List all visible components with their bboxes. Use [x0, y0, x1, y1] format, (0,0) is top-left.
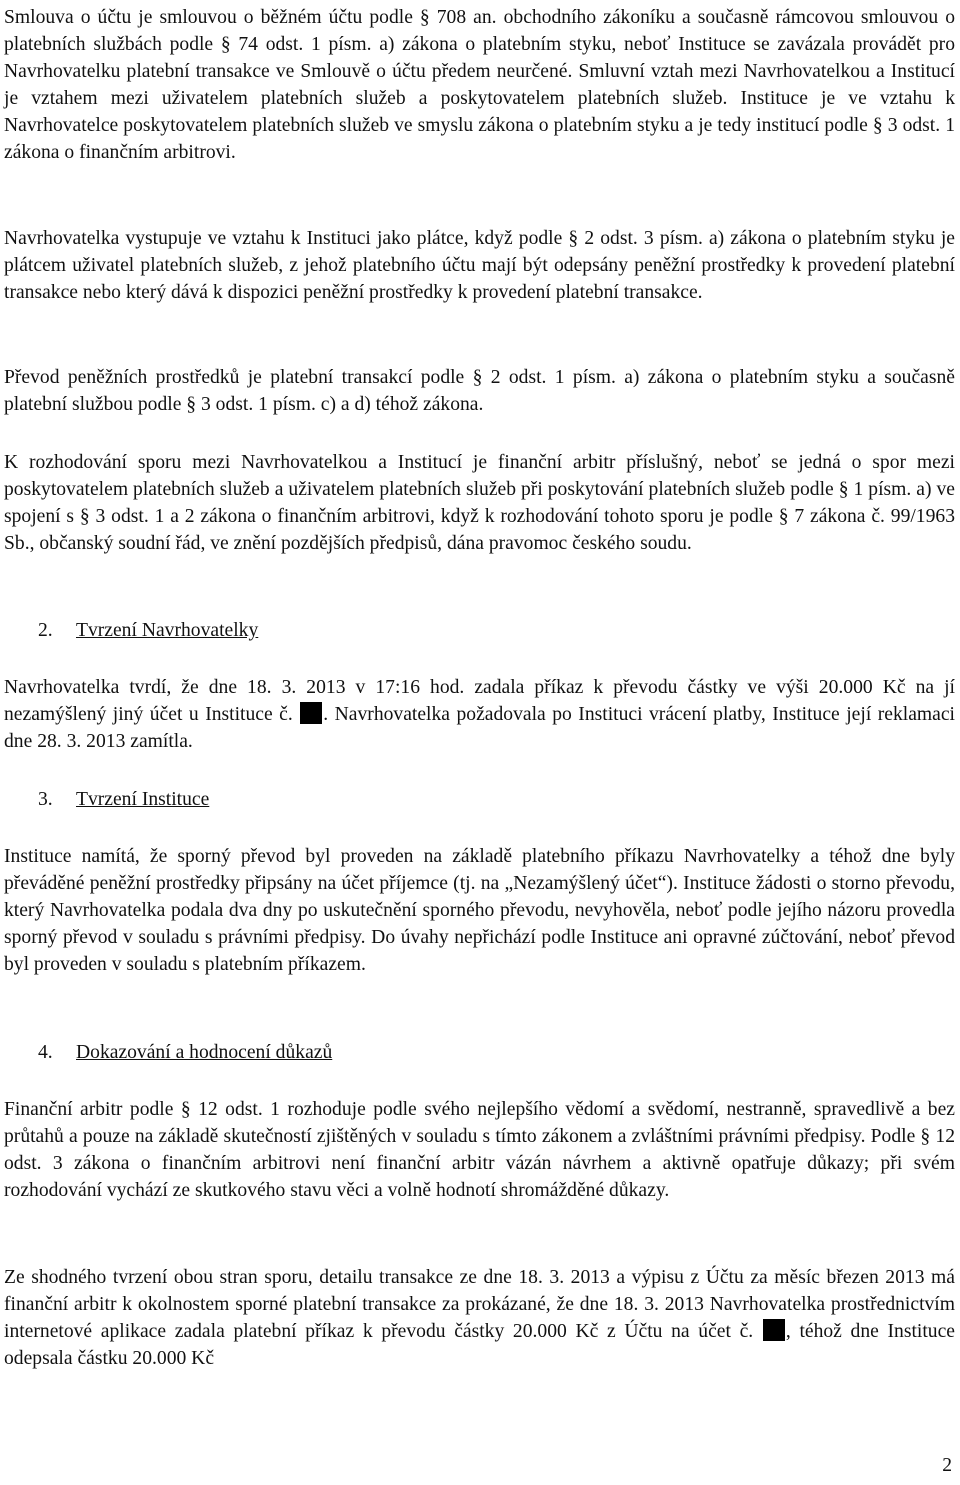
section-title: Tvrzení Navrhovatelky — [76, 620, 259, 641]
text-segment: Ze shodného tvrzení obou stran sporu, detailu transakce ze dne 18. 3. 2013 a výpisu z Účtu za měsíc březen 2013 má finanční arbitr k okolnostem sporné platební transakce za prokázané, že dne 18. 3. 2013 Navrhovatelka prostřednictvím internetové aplikace zadala platební příkaz k převodu částky 20.000 Kč z Účtu na účet č. — [4, 1267, 955, 1342]
section-title: Dokazování a hodnocení důkazů — [76, 1042, 333, 1063]
redaction-block — [763, 1319, 785, 1341]
redaction-block — [300, 702, 322, 724]
paragraph-claimant-statement — [4, 674, 955, 755]
paragraph-institution-statement: Instituce namítá, že sporný převod byl proveden na základě platebního příkazu Navrhovatelky a téhož dne byly převáděné peněžní prostředky připsány na účet příjemce (tj. na „Nezamýšlený účet“). Instituce žádosti o storno převodu, který Navrhovatelka podala dva dny po uskutečnění sporného převodu, nevyhověla, neboť podle jejího názoru provedla sporný převod v souladu s právními předpisy. Do úvahy nepřichází podle Instituce ani opravné zúčtování, neboť převod byl proveden v souladu s platebním příkazem. — [4, 846, 955, 975]
paragraph-arbiter-rules: Finanční arbitr podle § 12 odst. 1 rozhoduje podle svého nejlepšího vědomí a svědomí, nestranně, spravedlivě a bez průtahů a pouze na základě skutečností zjištěných v souladu s tímto zákonem a zvláštními právními předpisy. Podle § 12 odst. 3 zákona o finančním arbitrovi není finanční arbitr vázán návrhem a aktivně opatřuje důkazy; při svém rozhodování vychází ze skutkového stavu věci a volně hodnotí shromážděné důkazy. — [4, 1099, 955, 1201]
section-title: Tvrzení Instituce — [76, 789, 210, 810]
paragraph-jurisdiction: K rozhodování sporu mezi Navrhovatelkou a Institucí je finanční arbitr příslušný, neboť se jedná o spor mezi poskytovatelem platebních služeb a uživatelem platebních služeb při poskytování platebních služeb podle § 1 písm. a) ve spojení s § 3 odst. 1 a 2 zákona o finančním arbitrovi, když k rozhodování tohoto sporu je podle § 7 zákona č. 99/1963 Sb., občanský soudní řád, ve znění pozdějších předpisů, dána pravomoc českého soudu. — [4, 452, 955, 554]
text-segment: . Navrhovatelka požadovala po Instituci vrácení platby, Instituce její reklamaci dne 28. 3. 2013 zamítla. — [4, 704, 955, 752]
section-number: 3. — [38, 789, 53, 810]
paragraph-payer: Navrhovatelka vystupuje ve vztahu k Instituci jako plátce, když podle § 2 odst. 3 písm. a) zákona o platebním styku je plátcem uživatel platebních služeb, z jehož platebního účtu mají být odepsány peněžní prostředky k provedení platební transakce nebo který dává k dispozici peněžní prostředky k provedení platební transakce. — [4, 228, 955, 303]
section-heading-institution — [38, 786, 209, 813]
section-heading-evidence — [38, 1039, 332, 1066]
paragraph-payment-transaction: Převod peněžních prostředků je platební transakcí podle § 2 odst. 1 písm. a) zákona o platebním styku a současně platební službou podle § 3 odst. 1 písm. c) a d) téhož zákona. — [4, 367, 955, 415]
section-number: 4. — [38, 1042, 53, 1063]
paragraph-account-agreement: Smlouva o účtu je smlouvou o běžném účtu podle § 708 an. obchodního zákoníku a současně rámcovou smlouvou o platebních službách podle § 74 odst. 1 písm. a) zákona o platebním styku, neboť Instituce se zavázala provádět pro Navrhovatelku platební transakce ve Smlouvě o účtu předem neurčené. Smluvní vztah mezi Navrhovatelkou a Institucí je vztahem mezi uživatelem platebních služeb a poskytovatelem platebních služeb. Instituce je ve vztahu k Navrhovatelce poskytovatelem platebních služeb ve smyslu zákona o platebním styku a je tedy institucí podle § 3 odst. 1 zákona o finančním arbitrovi. — [4, 7, 955, 163]
page-number: 2 — [942, 1455, 952, 1476]
paragraph-findings — [4, 1264, 955, 1372]
section-number: 2. — [38, 620, 53, 641]
section-heading-claimant — [38, 617, 258, 644]
text-segment: , téhož dne Instituce odepsala částku 20.000 Kč — [4, 1321, 955, 1369]
text-segment: Navrhovatelka tvrdí, že dne 18. 3. 2013 v 17:16 hod. zadala příkaz k převodu částky ve výši 20.000 Kč na jí nezamýšlený jiný účet u Instituce č. — [4, 677, 955, 725]
